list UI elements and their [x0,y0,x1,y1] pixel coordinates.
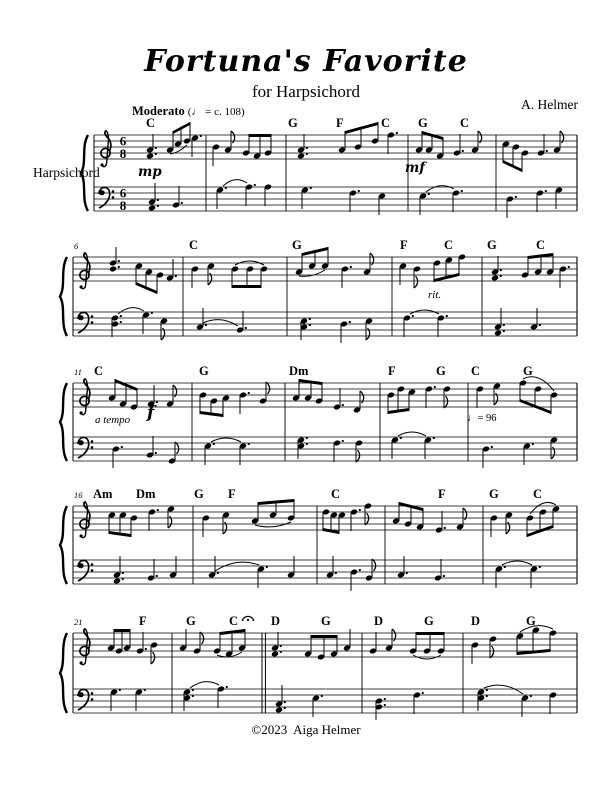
measure-number: 21 [74,617,83,627]
chord-symbol: C [146,116,156,130]
dynamic-marking: mp [138,164,162,180]
piece-title: Fortuna's Favorite [144,44,468,79]
chord-symbol: C [189,238,199,252]
tempo-annotation: a tempo [95,414,131,426]
chord-symbol: C [229,614,239,628]
tempo-word: Moderato [132,104,185,118]
chord-symbol: C [331,487,341,501]
chord-symbol: F [336,116,344,130]
chord-symbol: F [139,614,147,628]
composer-name: A. Helmer [521,97,578,112]
chord-symbol: G [489,487,499,501]
chord-symbol: Dm [136,487,156,501]
chord-symbol: F [388,364,396,378]
svg-text:6: 6 [119,133,127,149]
piece-subtitle: for Harpsichord [251,82,361,101]
measure-number: 16 [74,490,83,500]
chord-symbol: C [460,116,470,130]
chord-symbol: G [526,614,536,628]
chord-symbol: D [271,614,281,628]
chord-symbol: Am [93,487,113,501]
instrument-label: Harpsichord [33,165,100,180]
dynamic-marking: f [147,403,155,423]
measure-number: 11 [74,367,82,377]
metronome-annotation: ♩= 96 [467,413,497,424]
svg-text:6: 6 [119,185,127,201]
chord-symbol: G [321,614,331,628]
chord-symbol: F [438,487,446,501]
tempo-annotation: rit. [428,289,442,301]
chord-symbol: D [471,614,481,628]
chord-symbol: F [228,487,236,501]
chord-symbol: G [436,364,446,378]
copyright-footer: ©2023 Aiga Helmer [251,722,361,737]
chord-symbol: G [194,487,204,501]
chord-symbol: Dm [289,364,309,378]
chord-symbol: G [288,116,298,130]
chord-symbol: G [292,238,302,252]
chord-symbol: G [186,614,196,628]
chord-symbol: G [424,614,434,628]
dynamic-marking: mf [405,160,426,176]
measure-number: 6 [74,241,79,251]
chord-symbol: C [533,487,543,501]
chord-symbol: C [381,116,391,130]
metronome-mark: (♩ = c. 108) [187,106,245,118]
chord-symbol: F [400,238,408,252]
chord-symbol: C [536,238,546,252]
chord-symbol: G [199,364,209,378]
chord-symbol: D [374,614,384,628]
chord-symbol: C [444,238,454,252]
chord-symbol: C [471,364,481,378]
svg-text:8: 8 [119,198,127,213]
chord-symbol: G [418,116,428,130]
chord-symbol: G [523,364,533,378]
chord-symbol: C [94,364,104,378]
chord-symbol: G [487,238,497,252]
svg-text:8: 8 [119,146,127,161]
